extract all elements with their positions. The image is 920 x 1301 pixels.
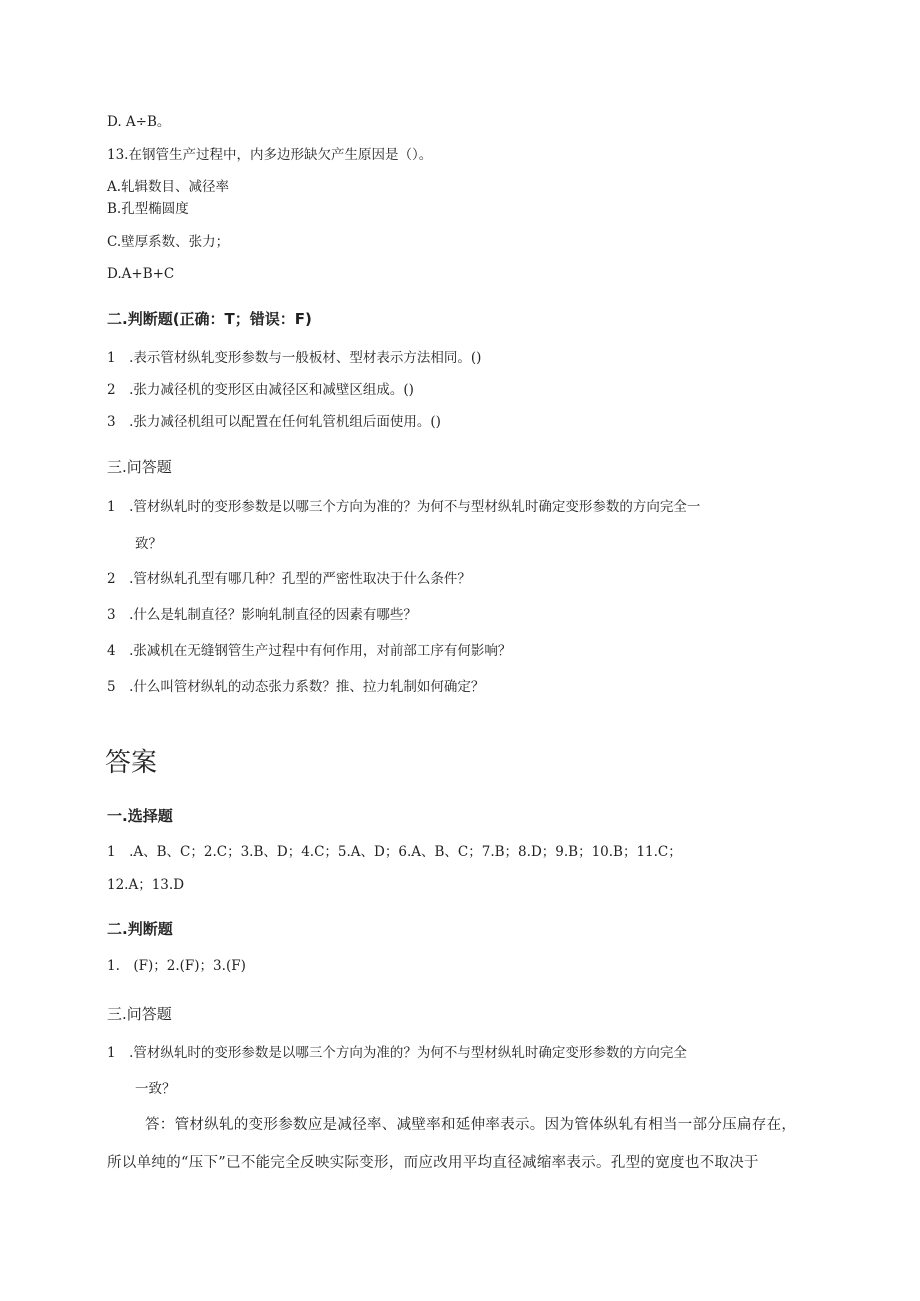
section3-item-1-cont: 致？ <box>135 536 162 552</box>
section3-item-4: 4 .张减机在无缝钢管生产过程中有何作用，对前部工序有何影响？ <box>107 643 512 659</box>
answers-judge-line: 1. (F)；2.(F)；3.(F) <box>107 958 246 974</box>
section3-item-2: 2 .管材纵轧孔型有哪几种？孔型的严密性取决于什么条件？ <box>107 571 471 587</box>
answers-heading: 答案 <box>105 748 158 778</box>
section2-item-2: 2 .张力减径机的变形区由减径区和减壁区组成。() <box>107 382 414 398</box>
answers-choice-line-1: 1 .A、B、C；2.C；3.B、D；4.C；5.A、D；6.A、B、C；7.B；8.D；9.B；10.B；11.C； <box>107 844 682 860</box>
answers-qa-answer-line-1: 答：管材纵轧的变形参数应是减径率、减壁率和延伸率表示。因为管体纵轧有相当一部分压扁存在， <box>145 1117 797 1133</box>
section2-title: 二.判断题(正确：T；错误：F) <box>107 310 312 328</box>
answers-qa-question-1-cont: 一致？ <box>135 1081 176 1097</box>
q13-option-c: C.壁厚系数、张力； <box>107 234 230 250</box>
answers-judge-title: 二.判断题 <box>107 920 173 938</box>
section3-title: 三.问答题 <box>107 458 172 476</box>
section2-item-3: 3 .张力减径机组可以配置在任何轧管机组后面使用。() <box>107 414 441 430</box>
q13-option-d: D.A+B+C <box>107 266 175 282</box>
section3-item-1: 1 .管材纵轧时的变形参数是以哪三个方向为准的？为何不与型材纵轧时确定变形参数的方向完全一 <box>107 499 701 515</box>
section3-item-3: 3 .什么是轧制直径？影响轧制直径的因素有哪些？ <box>107 607 417 623</box>
q13-option-b: B.孔型椭圆度 <box>107 201 189 217</box>
answers-choice-title: 一.选择题 <box>107 807 173 825</box>
answers-qa-answer-line-2: 所以单纯的“压下”已不能完全反映实际变形，而应改用平均直径减缩率表示。孔型的宽度也不取决于 <box>107 1155 759 1171</box>
answers-qa-title: 三.问答题 <box>107 1005 172 1023</box>
answers-choice-line-2: 12.A；13.D <box>107 877 185 893</box>
section2-item-1: 1 .表示管材纵轧变形参数与一般板材、型材表示方法相同。() <box>107 350 482 366</box>
q13-stem: 13.在钢管生产过程中，内多边形缺欠产生原因是（）。 <box>107 147 433 163</box>
q12-option-d: D. A÷B。 <box>107 114 171 130</box>
section3-item-5: 5 .什么叫管材纵轧的动态张力系数？推、拉力轧制如何确定？ <box>107 679 485 695</box>
q13-option-a: A.轧辑数目、减径率 <box>107 179 230 195</box>
answers-qa-question-1: 1 .管材纵轧时的变形参数是以哪三个方向为准的？为何不与型材纵轧时确定变形参数的方向完全 <box>107 1045 687 1061</box>
